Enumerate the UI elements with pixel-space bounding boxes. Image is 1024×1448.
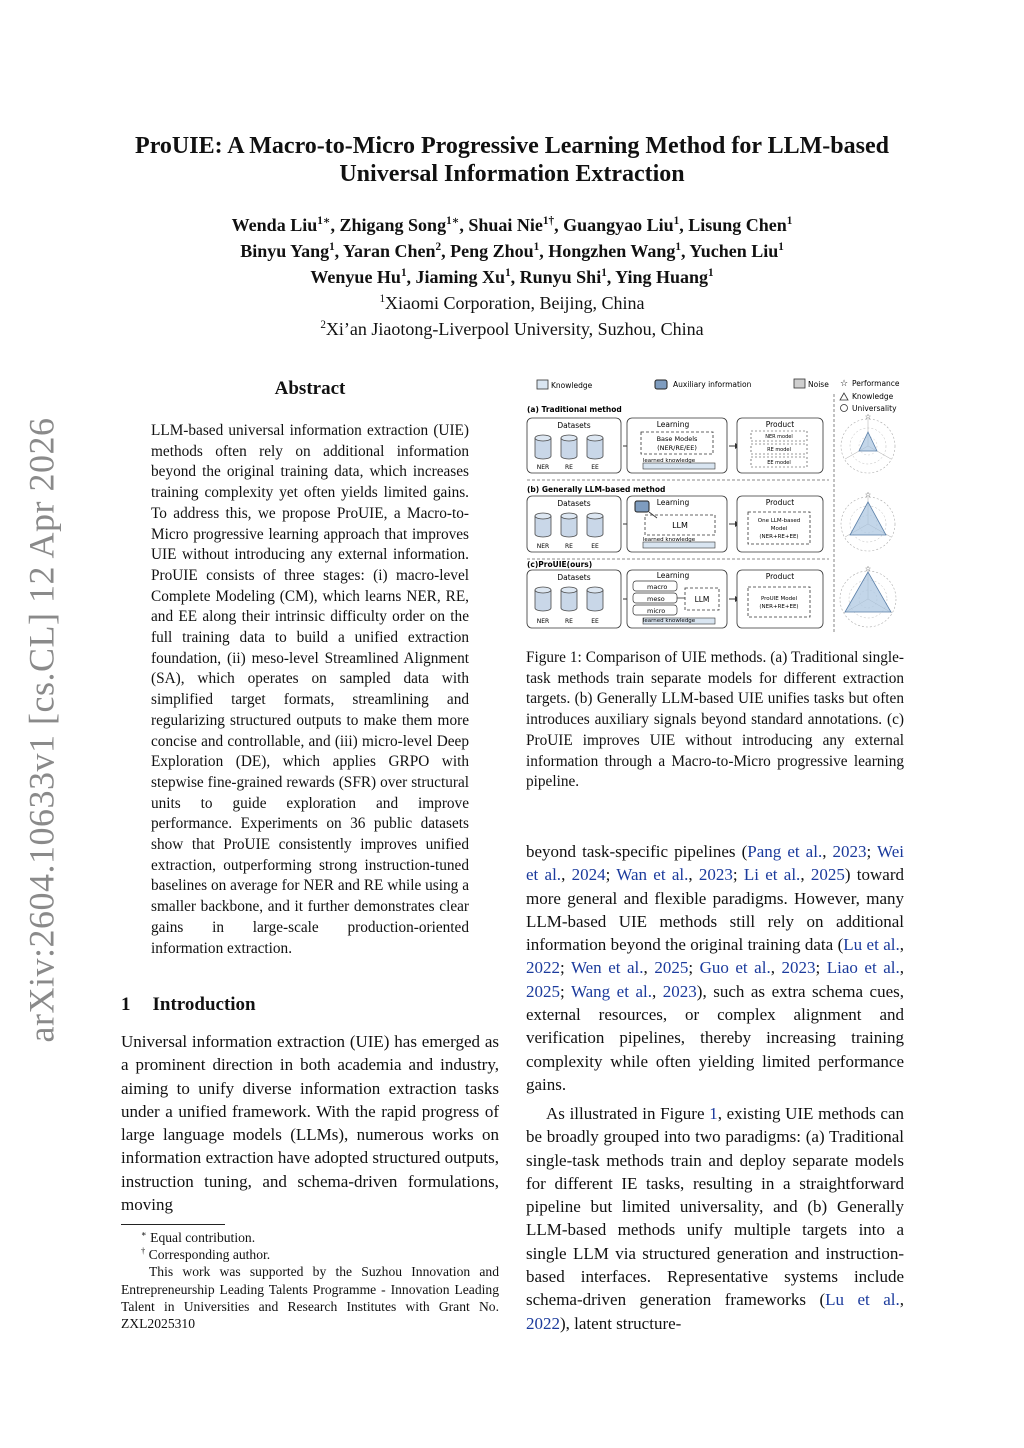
citation-link[interactable]: 2022 [526, 1313, 560, 1333]
title-line-1: ProUIE: A Macro-to-Micro Progressive Learning Method for LLM-based [135, 133, 889, 159]
citation-link[interactable]: 2025 [526, 981, 560, 1001]
svg-text:(NER+RE+EE): (NER+RE+EE) [759, 534, 799, 540]
svg-text:ProUIE Model: ProUIE Model [760, 596, 798, 602]
author-block [100, 212, 924, 342]
svg-text:NER: NER [536, 464, 550, 471]
panel-b-learning: Learning [656, 498, 690, 507]
panel-a-datasets: Datasets [557, 421, 591, 430]
author-line-2: Binyu Yang$^1$, Yaran Chen$^2$, Peng Zhou$^1$, Hongzhen Wang$^1$, Yuchen Liu$^1$ [240, 241, 784, 261]
author-line-1: Wenda Liu$^{1∗}$, Zhigang Song$^{1∗}$, Shuai Nie$^{1\dagger}$, Guangyao Liu$^1$, Lisung Chen$^1$ [231, 215, 793, 235]
svg-text:EE: EE [591, 464, 599, 471]
citation-link[interactable]: 2023 [662, 981, 697, 1001]
svg-text:learned knowledge: learned knowledge [642, 618, 696, 624]
figure-1 [523, 374, 903, 636]
panel-b-datasets: Datasets [557, 499, 591, 508]
svg-text:RE: RE [565, 543, 573, 550]
legend-knowledge-swatch [537, 380, 548, 389]
right-column-paragraph-2: As illustrated in Figure 1, existing UIE methods can be broadly grouped into two paradigms: (a) Traditional single-task methods train and deploy separate models for different IE tasks, resulting in a straightforward pipeline but limited universality, and (b) Generally LLM-based methods unify multiple targets into a single LLM via structured generation and instruction-based interfaces. Representative systems include schema-driven generation frameworks (Lu et al., 2022), latent structure- [526, 1104, 904, 1333]
section-heading-introduction [121, 994, 256, 1016]
abstract-text: LLM-based universal information extraction (UIE) methods often rely on additional information beyond the original training data, which increases training complexity yet often yields limited gains. To address this, we propose ProUIE, a Macro-to-Micro progressive learning approach that improves UIE without introducing any external information. ProUIE consists of three stages: (i) macro-level Complete Modeling (CM), which learns NER, RE, and EE along their intrinsic difficulty order on the full training data to build a unified extraction foundation, (ii) meso-level Streamlined Alignment (SA), which operates on sampled data with simplified target formats, streamlining and regularizing structured outputs to make them more concise and controllable, and (iii) micro-level Deep Exploration (DE), which applies GRPO with stepwise fine-grained rewards (SFR) over structural units to guide exploration and improve performance. Experiments on 36 public datasets show that ProUIE consistently improves unified extraction, outperforming strong instruction-tuned baselines on average for NER and RE while using a smaller backbone, and it further demonstrates clear gains in large-scale production-oriented information extraction. [151, 422, 469, 957]
triangle-icon [840, 393, 848, 400]
citation-link[interactable]: Lu et al. [843, 935, 900, 955]
svg-text:(NER+RE+EE): (NER+RE+EE) [759, 604, 799, 610]
panel-a-learning: Learning [656, 420, 690, 429]
svg-text:RE: RE [565, 618, 573, 625]
radar-chart-a [841, 413, 895, 473]
svg-text:NER: NER [536, 543, 550, 550]
svg-text:macro: macro [647, 583, 668, 591]
figure-reference-link[interactable]: 1 [709, 1104, 718, 1123]
citation-link[interactable]: 2025 [654, 958, 689, 978]
radar-chart-c [840, 565, 896, 627]
legend-knowledge-axis: Knowledge [852, 392, 894, 401]
citation-link[interactable]: Wei et al. [526, 842, 904, 885]
star-icon: ☆ [840, 379, 849, 389]
panel-c-product: Product [765, 572, 795, 581]
affiliation-1: $^1$Xiaomi Corporation, Beijing, China [379, 293, 645, 313]
citation-link[interactable]: Wang et al. [570, 981, 652, 1001]
svg-text:☆: ☆ [864, 565, 872, 573]
footnote-equal-contribution: ∗ Equal contribution. [141, 1228, 256, 1245]
svg-text:micro: micro [647, 607, 666, 615]
footnotes [121, 1229, 499, 1332]
svg-text:meso: meso [647, 595, 665, 603]
intro-paragraph: Universal information extraction (UIE) has emerged as a prominent direction in both academia and industry, aiming to unify diverse information extraction tasks under a unified framework. With the rapid progress of large language models (LLMs), numerous works on information extraction have adopted structured outputs, instruction tuning, and schema-driven formulations, moving [121, 1032, 499, 1215]
citation-link[interactable]: Lu et al. [825, 1290, 900, 1310]
panel-c-learning: Learning [656, 571, 690, 580]
paper-title [100, 132, 924, 188]
panel-c-label: (c)ProUIE(ours) [527, 560, 593, 569]
svg-text:Base Models: Base Models [656, 435, 698, 443]
svg-text:☆: ☆ [864, 491, 872, 499]
svg-text:learned knowledge: learned knowledge [642, 458, 696, 464]
citation-link[interactable]: 2023 [832, 842, 867, 861]
figure-1-caption: Figure 1: Comparison of UIE methods. (a) Traditional single-task methods train separate models for different extraction targets. (b) Generally LLM-based UIE unifies tasks but often introduces auxiliary signals beyond standard annotations. (c) ProUIE improves UIE without introducing any external information through a Macro-to-Micro progressive learning pipeline. [526, 649, 904, 791]
citation-link[interactable]: 2022 [526, 958, 560, 978]
citation-link[interactable]: 2023 [698, 865, 733, 885]
legend-knowledge: Knowledge [551, 381, 593, 390]
citation-link[interactable]: Wen et al. [570, 958, 644, 978]
footnote-funding: This work was supported by the Suzhou Innovation and Entrepreneurship Leading Talents Programme - Innovation Leading Talent in Universities and Research Institutes with Grant No. ZXL2025310 [121, 1264, 499, 1332]
panel-a-product: Product [765, 420, 795, 429]
panel-c-datasets: Datasets [557, 573, 591, 582]
arxiv-identifier: arXiv:2604.10633v1 [cs.CL] 12 Apr 2026 [21, 417, 61, 1043]
citation-link[interactable]: Li et al. [743, 865, 801, 885]
svg-text:☆: ☆ [864, 413, 872, 421]
right-column-paragraph-1: beyond task-specific pipelines (Pang et al., 2023; Wei et al., 2024; Wan et al., 2023; Li et al., 2025) toward more general and flexible paradigms. However, many LLM-based UIE methods still rely on additional information beyond the original training data (Lu et al., 2022; Wen et al., 2025; Guo et al., 2023; Liao et al., 2025; Wang et al., 2023), such as extra schema cues, external resources, or complex alignment and verification pipelines, thereby increasing training complexity while often yielding limited performance gains. [526, 842, 905, 1094]
svg-text:NER model: NER model [765, 434, 793, 440]
citation-link[interactable]: 2024 [571, 865, 606, 885]
panel-b-label: (b) Generally LLM-based method [527, 485, 666, 494]
svg-text:NER: NER [536, 618, 550, 625]
circle-icon [841, 405, 848, 412]
citation-link[interactable]: 2023 [781, 958, 816, 978]
panel-a-label: (a) Traditional method [527, 405, 622, 414]
footnote-corresponding-author: † Corresponding author. [141, 1245, 271, 1263]
figure-1-diagram [523, 374, 903, 636]
svg-text:EE model: EE model [767, 460, 791, 466]
legend-auxiliary: Auxiliary information [673, 380, 752, 389]
svg-text:Model: Model [770, 526, 788, 532]
legend-noise-swatch [794, 379, 805, 388]
legend-noise: Noise [808, 380, 829, 389]
abstract-heading: Abstract [274, 378, 346, 399]
svg-text:One LLM-based: One LLM-based [757, 518, 801, 524]
svg-text:RE: RE [565, 464, 573, 471]
section-number: 1 [121, 994, 131, 1015]
svg-text:LLM: LLM [672, 521, 688, 530]
author-line-3: Wenyue Hu$^1$, Jiaming Xu$^1$, Runyu Shi$^1$, Ying Huang$^1$ [310, 267, 714, 287]
svg-text:(NER/RE/EE): (NER/RE/EE) [657, 444, 697, 452]
panel-b-product: Product [765, 498, 795, 507]
footnote-divider [121, 1224, 225, 1225]
citation-link[interactable]: Guo et al. [699, 958, 771, 978]
section-title: Introduction [152, 994, 256, 1015]
svg-text:learned knowledge: learned knowledge [642, 537, 696, 543]
svg-text:EE: EE [591, 618, 599, 625]
affiliation-2: $^2$Xi’an Jiaotong-Liverpool University, Suzhou, China [320, 319, 704, 339]
citation-link[interactable]: Wan et al. [616, 865, 689, 885]
legend-auxiliary-swatch [655, 380, 667, 389]
citation-link[interactable]: Liao et al. [826, 958, 900, 978]
legend-universality: Universality [852, 404, 897, 413]
svg-text:RE model: RE model [767, 447, 791, 453]
citation-link[interactable]: 2025 [810, 865, 845, 885]
citation-link[interactable]: Pang et al. [747, 842, 823, 861]
svg-text:LLM: LLM [694, 595, 710, 604]
radar-chart-b [841, 491, 895, 551]
title-line-2: Universal Information Extraction [339, 161, 685, 187]
svg-text:EE: EE [591, 543, 599, 550]
legend-performance: Performance [852, 379, 900, 388]
